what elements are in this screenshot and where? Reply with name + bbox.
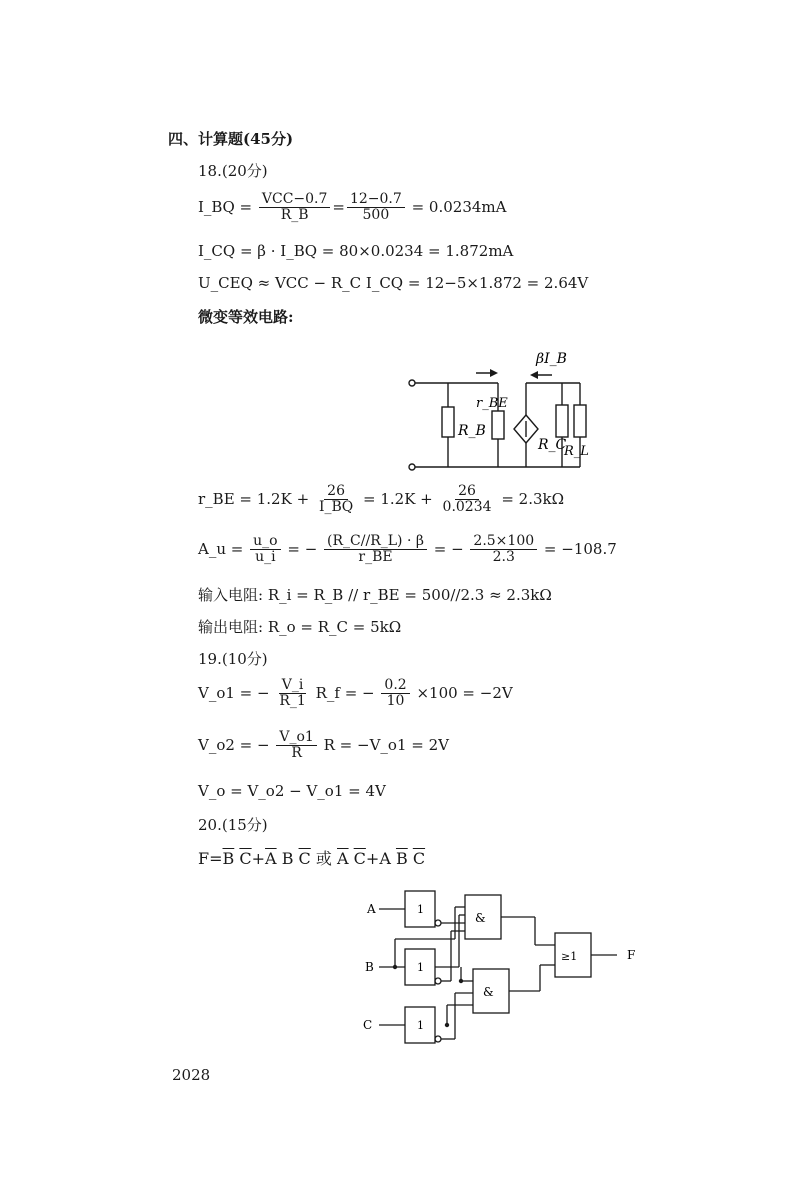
- input-c-label: C: [363, 1018, 373, 1032]
- vo1-frac-2: [381, 678, 409, 710]
- rbe-frac-1: [316, 484, 356, 516]
- rbe-label: r_BE: [476, 396, 508, 411]
- vo1-equation: [198, 678, 513, 710]
- vo1-num-2: 0.2: [381, 678, 409, 694]
- ibq-result: = 0.0234mA: [411, 197, 507, 216]
- q20-header: 20.(15分): [198, 816, 268, 834]
- formula-part-3: +: [251, 849, 266, 868]
- vo2-result: R = −V_o1 = 2V: [323, 735, 449, 754]
- formula-part-9: $\overline{C}$: [353, 849, 366, 868]
- or-symbol: ≥1: [561, 950, 578, 963]
- formula-part-1: $\overline{B}$: [222, 849, 235, 868]
- au-den-1: u_i: [255, 549, 276, 566]
- input-a-label: A: [367, 902, 376, 916]
- rbe-den-2: 0.0234: [442, 499, 492, 516]
- q18-header: 18.(20分): [198, 162, 268, 180]
- vo1-mid: R_f = −: [315, 683, 375, 702]
- rbe-equation: [198, 484, 564, 516]
- formula-part-6: $\overline{C}$: [298, 849, 311, 868]
- rc-resistor: [556, 405, 568, 437]
- output-resistance: 输出电阻: R_o = R_C = 5kΩ: [198, 618, 402, 636]
- vo1-num-1: V_i: [279, 678, 307, 694]
- ibq-num-2: 12−0.7: [347, 192, 405, 208]
- q19-header: 19.(10分): [198, 650, 268, 668]
- rbe-frac-2: [440, 484, 495, 516]
- input-terminal-bottom: [409, 464, 415, 470]
- formula-part-13: $\overline{C}$: [412, 849, 426, 868]
- rb-resistor: [442, 407, 454, 437]
- not-a-symbol: 1: [417, 903, 424, 916]
- current-arrow-left: [530, 371, 538, 379]
- au-num-2: (R_C//R_L) · β: [324, 534, 427, 550]
- output-f-label: F: [627, 948, 636, 962]
- au-den-3: 2.3: [492, 549, 515, 566]
- vo1-result: ×100 = −2V: [416, 683, 513, 702]
- rl-label: R_L: [564, 444, 589, 459]
- ibq-frac-1: [259, 192, 331, 224]
- rb-label: R_B: [458, 423, 486, 439]
- formula-part-10: +: [365, 849, 380, 868]
- vo2-equation: [198, 730, 449, 762]
- formula-part-8: $\overline{A}$: [337, 849, 349, 868]
- rbe-den-1: I_BQ: [318, 499, 354, 516]
- au-mid: = −: [287, 539, 318, 558]
- icq-equation: I_CQ = β · I_BQ = 80×0.0234 = 1.872mA: [198, 242, 514, 260]
- formula-part-7: 或: [315, 849, 332, 868]
- formula-part-4: $\overline{A}$: [265, 849, 277, 868]
- rbe-num-2: 26: [455, 484, 479, 500]
- vo1-lhs: V_o1 = −: [198, 683, 270, 702]
- ibq-num-1: VCC−0.7: [259, 192, 331, 208]
- vo1-den-1: R_1: [279, 693, 306, 710]
- au-result: = −108.7: [543, 539, 617, 558]
- au-frac-2: [324, 534, 427, 566]
- ibq-frac-2: [347, 192, 405, 224]
- section-title: 四、计算题(45分): [168, 130, 294, 148]
- formula-part-0: F=: [198, 849, 223, 868]
- formula-part-12: $\overline{B}$: [395, 849, 408, 868]
- equivalent-circuit: [400, 345, 600, 475]
- rbe-result: = 2.3kΩ: [501, 489, 565, 508]
- au-frac-1: [250, 534, 280, 566]
- input-terminal-top: [409, 380, 415, 386]
- au-lhs: A_u =: [198, 539, 244, 558]
- input-resistance: 输入电阻: R_i = R_B // r_BE = 500//2.3 ≈ 2.3kΩ: [198, 586, 552, 604]
- au-num-1: u_o: [250, 534, 280, 550]
- vo-equation: V_o = V_o2 − V_o1 = 4V: [198, 782, 386, 800]
- au-frac-3: [470, 534, 537, 566]
- uceq-equation: U_CEQ ≈ VCC − R_C I_CQ = 12−5×1.872 = 2.64V: [198, 274, 589, 292]
- formula-part-5: B: [281, 849, 294, 868]
- rbe-num-1: 26: [324, 484, 348, 500]
- vo2-num-1: V_o1: [276, 730, 316, 746]
- page-number: 2028: [172, 1066, 211, 1084]
- rl-resistor: [574, 405, 586, 437]
- vo2-den-1: R: [291, 745, 302, 762]
- vo1-den-2: 10: [386, 693, 405, 710]
- rbe-mid: = 1.2K +: [363, 489, 433, 508]
- source-label: βI_B: [536, 351, 567, 367]
- au-den-2: r_BE: [358, 549, 393, 566]
- formula-part-2: $\overline{C}$: [239, 849, 252, 868]
- input-b-label: B: [365, 960, 374, 974]
- vo2-lhs: V_o2 = −: [198, 735, 270, 754]
- au-mid2: = −: [433, 539, 464, 558]
- vo1-frac-1: [276, 678, 308, 710]
- ibq-den-2: 500: [362, 207, 390, 224]
- q20-formula: [198, 846, 425, 869]
- micro-circuit-label: 微变等效电路:: [198, 308, 294, 326]
- ibq-equation: I_BQ = $\frac{\text{VCC−0.7}}{R\_B}$ = $\frac{12-0.7}{500}$ = 0.0234mA: [198, 191, 507, 224]
- current-arrow-right: [490, 369, 498, 377]
- not-c-symbol: 1: [417, 1019, 424, 1032]
- rbe-resistor: [492, 411, 504, 439]
- not-b-symbol: 1: [417, 961, 424, 974]
- au-num-3: 2.5×100: [470, 534, 537, 550]
- rc-label: R_C: [538, 437, 567, 453]
- ibq-lhs: I_BQ =: [198, 197, 253, 216]
- ibq-den-1: R_B: [280, 207, 309, 224]
- logic-diagram: [355, 885, 655, 1055]
- and-1-symbol: &: [475, 911, 486, 925]
- and-2-symbol: &: [483, 985, 494, 999]
- vo2-frac-1: [276, 730, 316, 762]
- au-equation: [198, 534, 617, 566]
- formula-part-11: A: [379, 849, 391, 868]
- rbe-lhs: r_BE = 1.2K +: [198, 489, 310, 508]
